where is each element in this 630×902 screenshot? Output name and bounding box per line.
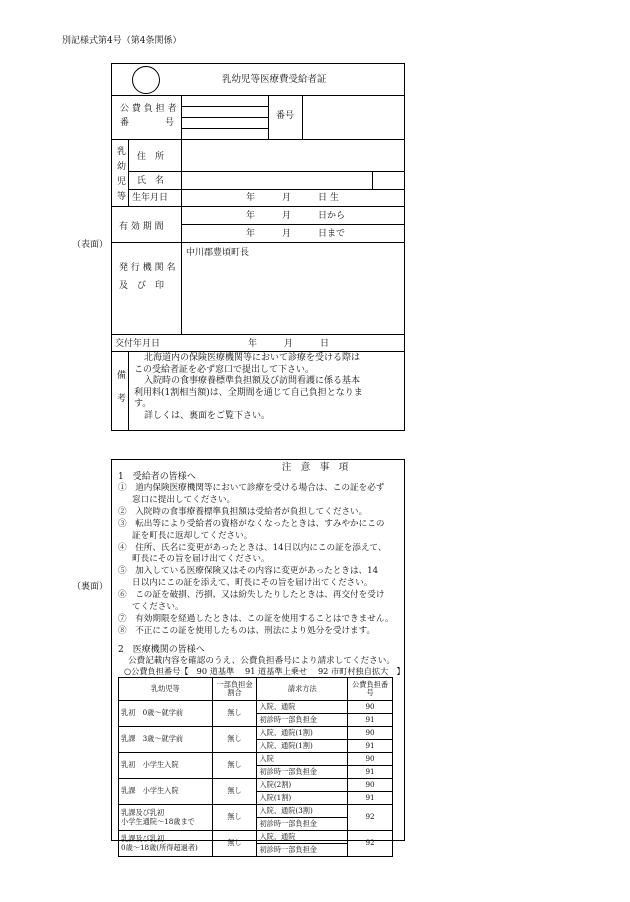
notice-item: 日以内にこの証を添えて、町長にその旨を届け出てください。 <box>132 578 373 589</box>
remark-line: す。 <box>134 399 152 410</box>
header-ratio: 一部負担金割合 <box>212 678 257 701</box>
row-method: 初診時一部負担金 <box>257 844 348 857</box>
header-subject: 乳幼児等 <box>119 678 213 701</box>
section-2-heading: 2 医療機関の皆様へ <box>118 645 205 655</box>
row-subject: 乳課 小学生入院 <box>119 779 213 805</box>
payer-codes: ○公費負担番号【 90 道基準 91 道基準上乗せ 92 市町村独自拡大 】 <box>124 666 405 676</box>
row-method: 初診時一部負担金 <box>257 714 348 727</box>
table-row <box>119 805 393 818</box>
row-ratio: 無し <box>212 831 257 857</box>
row-method: 初診時一部負担金 <box>257 766 348 779</box>
table-row <box>119 727 393 740</box>
name-label: 氏 名 <box>137 176 165 186</box>
notice-title: 注 意 事 項 <box>281 462 349 473</box>
notice-item: ① 道内保険医療機関等において診療を受ける場合は、この証を必ず <box>118 483 385 493</box>
row-method: 初診時一部負担金 <box>257 818 348 831</box>
remark-line: 利用料(1割相当額)は、全期間を通じて自己負担となりま <box>134 387 363 398</box>
row-method: 入院、通院(1割) <box>257 740 348 753</box>
valid-from: 年 月 日から <box>246 211 346 221</box>
notice-item: ⑤ 加入している医療保険又はその内容に変更があったときは、14 <box>118 566 379 577</box>
remark-line: この受給者証を必ず窓口で提出して下さい。 <box>134 364 315 375</box>
row-code: 91 <box>348 714 393 727</box>
issuer-label-2: 及 び 印 <box>119 281 165 291</box>
row-code: 91 <box>348 792 393 805</box>
row-ratio: 無し <box>212 701 257 727</box>
payer-label-1: 公 費 負 担 者 <box>120 104 177 114</box>
remarks-label: 備考 <box>115 370 125 416</box>
remark-line: 北海道内の保険医療機関等において診療を受ける際は <box>144 353 361 363</box>
row-subject: 乳初 0歳～就学前 <box>119 701 213 727</box>
remark-line: 入院時の食事療養標準負担額及び訪問看護に係る基本 <box>144 376 361 387</box>
row-method: 入院(2割) <box>257 779 348 792</box>
row-subject: 乳初 小学生入院 <box>119 753 213 779</box>
row-method: 入院(1割) <box>257 792 348 805</box>
issuer-name: 中川郡豊頃町長 <box>186 248 250 258</box>
remarks-text <box>134 353 402 423</box>
row-code: 92 <box>348 831 393 857</box>
stamp-circle <box>132 66 160 94</box>
row-ratio: 無し <box>212 805 257 831</box>
birth-date: 年 月 日 生 <box>246 193 339 203</box>
row-code: 90 <box>348 779 393 792</box>
row-code: 90 <box>348 701 393 714</box>
notice-item: 証を町長に返却してください。 <box>132 530 253 541</box>
billing-table <box>118 677 393 857</box>
notice-item: ④ 住所、氏名に変更があったときは、14日以内にこの証を添えて、 <box>118 542 387 553</box>
birth-label: 生年月日 <box>132 193 169 203</box>
notice-items <box>118 483 401 638</box>
row-ratio: 無し <box>212 779 257 805</box>
form-number-label: 別記様式第4号（第4条関係） <box>62 36 182 46</box>
row-code: 92 <box>348 805 393 831</box>
row-method: 入院、通院(1割) <box>257 727 348 740</box>
row-ratio: 無し <box>212 753 257 779</box>
row-code: 90 <box>348 753 393 766</box>
notice-item: 町長にその旨を届け出てください。 <box>132 554 270 565</box>
table-header-row <box>119 678 393 701</box>
table-row <box>119 701 393 714</box>
row-method: 入院、通院 <box>257 831 348 844</box>
remark-line: 詳しくは、裏面をご覧下さい。 <box>144 410 271 421</box>
card-title: 乳幼児等医療費受給者証 <box>222 74 327 85</box>
notice-item: ⑥ この証を破損、汚損、又は紛失したりしたときは、再交付を受け <box>118 590 385 601</box>
notice-item: 窓口に提出してください。 <box>132 494 236 505</box>
row-subject: 乳課 3歳～就学前 <box>119 727 213 753</box>
row-code: 90 <box>348 727 393 740</box>
subject-label: 乳幼児等 <box>115 146 125 206</box>
notice-item: ③ 転出等により受給者の資格がなくなったときは、すみやかにこの <box>118 518 385 529</box>
row-code: 91 <box>348 740 393 753</box>
valid-period-label: 有 効 期 間 <box>119 222 164 232</box>
table-row <box>119 831 393 844</box>
notice-item: ⑦ 有効期限を経過したときは、この証を使用することはできません。 <box>118 613 394 624</box>
valid-to: 年 月 日まで <box>246 229 346 239</box>
row-subject: 乳課及び乳初 小学生通院～18歳まで <box>119 805 213 831</box>
section-1-heading: 1 受給者の皆様へ <box>118 472 196 482</box>
payer-label-2: 番 号 <box>120 118 175 128</box>
row-method: 入院 <box>257 753 348 766</box>
back-side-label: （裏面） <box>72 582 109 592</box>
header-method: 請求方法 <box>257 678 348 701</box>
row-code: 91 <box>348 766 393 779</box>
issue-date: 年 月 日 <box>248 339 330 349</box>
table-row <box>119 779 393 792</box>
row-method: 入院、通院 <box>257 701 348 714</box>
section-2-text: 公費記載内容を確認のうえ、公費負担番号により請求してください。 <box>128 656 395 666</box>
table-row <box>119 753 393 766</box>
row-subject: 乳課及び乳初 0歳～18歳(所得超過者) <box>119 831 213 857</box>
row-ratio: 無し <box>212 727 257 753</box>
header-code: 公費負担番号 <box>348 678 393 701</box>
address-label: 住 所 <box>137 152 165 162</box>
notice-item: てください。 <box>132 602 184 613</box>
notice-item: ⑧ 不正にこの証を使用したものは、刑法により処分を受けます。 <box>118 625 376 636</box>
notice-item: ② 入院時の食事療養標準負担額は受給者が負担してください。 <box>118 506 368 517</box>
issuer-label-1: 発 行 機 関 名 <box>119 263 176 273</box>
issue-date-label: 交付年月日 <box>115 339 161 349</box>
row-method: 入院、通院(3割) <box>257 805 348 818</box>
number-label: 番号 <box>276 111 295 121</box>
front-side-label: （表面） <box>72 240 109 250</box>
